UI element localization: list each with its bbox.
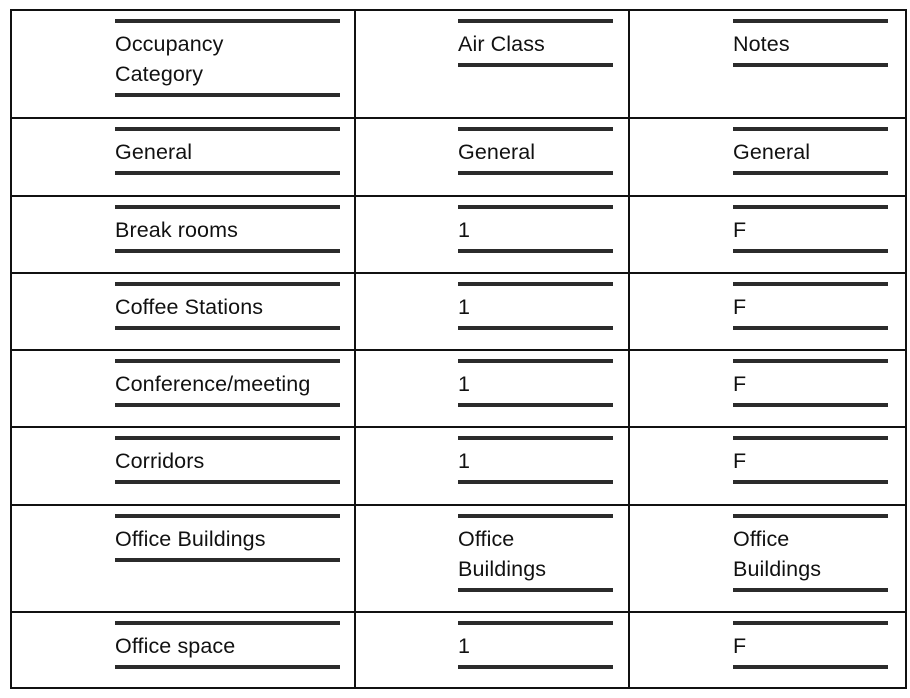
rule-line — [458, 63, 613, 67]
table-row — [11, 427, 906, 505]
rule-line — [458, 171, 613, 175]
air-class-value: General — [458, 140, 536, 164]
occupancy-table — [10, 9, 907, 689]
occupancy-cell — [11, 273, 355, 350]
table-row — [11, 196, 906, 273]
notes-value: General — [733, 140, 811, 164]
air-class-cell — [355, 196, 629, 273]
notes-value: F — [733, 449, 747, 473]
rule-line — [733, 171, 888, 175]
rule-line — [733, 326, 888, 330]
table-row — [11, 505, 906, 612]
notes-cell — [629, 612, 906, 688]
header-cell-notes — [629, 10, 906, 118]
occupancy-category-value: Corridors — [115, 449, 205, 473]
rule-line — [115, 480, 340, 484]
table-row — [11, 612, 906, 688]
rule-line — [458, 249, 613, 253]
rule-line — [733, 665, 888, 669]
rule-line — [115, 558, 340, 562]
occupancy-category-value: Coffee Stations — [115, 295, 264, 319]
occupancy-cell — [11, 118, 355, 196]
air-class-value: Office Buildings — [458, 527, 547, 581]
occupancy-category-value: General — [115, 140, 193, 164]
notes-value: F — [733, 372, 747, 396]
air-class-value: 1 — [458, 449, 471, 473]
notes-cell — [629, 196, 906, 273]
air-class-cell — [355, 118, 629, 196]
rule-line — [115, 665, 340, 669]
header-cell-air-class — [355, 10, 629, 118]
occupancy-category-value: Conference/meeting — [115, 372, 311, 396]
table-row — [11, 118, 906, 196]
occupancy-cell — [11, 505, 355, 612]
air-class-cell — [355, 273, 629, 350]
rule-line — [458, 326, 613, 330]
rule-line — [458, 665, 613, 669]
table-header-row — [11, 10, 906, 118]
occupancy-cell — [11, 427, 355, 505]
rule-line — [733, 588, 888, 592]
rule-line — [115, 326, 340, 330]
notes-value: F — [733, 634, 747, 658]
air-class-cell — [355, 505, 629, 612]
rule-line — [733, 403, 888, 407]
rule-line — [458, 480, 613, 484]
occupancy-category-value: Break rooms — [115, 218, 238, 242]
notes-value: F — [733, 218, 747, 242]
header-occupancy-category: Occupancy Category — [115, 32, 224, 86]
air-class-cell — [355, 427, 629, 505]
rule-line — [458, 403, 613, 407]
header-cell-occupancy-category — [11, 10, 355, 118]
rule-line — [115, 93, 340, 97]
air-class-cell — [355, 350, 629, 427]
rule-line — [458, 588, 613, 592]
notes-cell — [629, 427, 906, 505]
occupancy-category-value: Office Buildings — [115, 527, 266, 551]
notes-cell — [629, 273, 906, 350]
rule-line — [115, 403, 340, 407]
air-class-value: 1 — [458, 295, 471, 319]
header-air-class: Air Class — [458, 32, 545, 56]
occupancy-category-value: Office space — [115, 634, 236, 658]
air-class-value: 1 — [458, 372, 471, 396]
notes-value: Office Buildings — [733, 527, 822, 581]
notes-cell — [629, 118, 906, 196]
occupancy-cell — [11, 196, 355, 273]
occupancy-cell — [11, 612, 355, 688]
header-notes: Notes — [733, 32, 790, 56]
rule-line — [115, 171, 340, 175]
table-row — [11, 273, 906, 350]
occupancy-cell — [11, 350, 355, 427]
notes-cell — [629, 350, 906, 427]
rule-line — [733, 63, 888, 67]
notes-value: F — [733, 295, 747, 319]
rule-line — [733, 249, 888, 253]
table-row — [11, 350, 906, 427]
air-class-value: 1 — [458, 634, 471, 658]
air-class-value: 1 — [458, 218, 471, 242]
air-class-cell — [355, 612, 629, 688]
rule-line — [115, 249, 340, 253]
rule-line — [733, 480, 888, 484]
notes-cell — [629, 505, 906, 612]
